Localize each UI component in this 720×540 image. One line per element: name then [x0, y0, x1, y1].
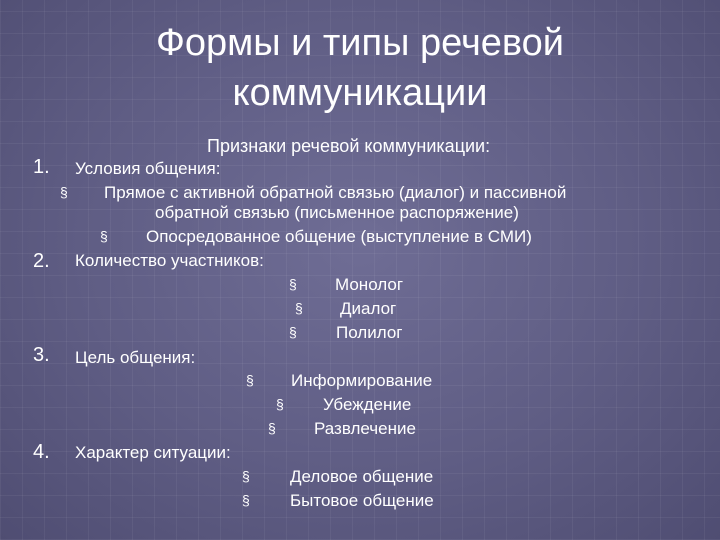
section-1-item-1-line-2: обратной связью (письменное распоряжение): [155, 203, 519, 222]
bullet-icon: §: [268, 420, 276, 436]
section-2-item-2: Диалог: [340, 299, 397, 318]
bullet-icon: §: [289, 324, 297, 340]
bullet-icon: §: [276, 396, 284, 412]
bullet-icon: §: [246, 372, 254, 388]
section-label-1: Условия общения:: [75, 159, 221, 178]
section-3-item-1: Информирование: [291, 371, 433, 390]
slide-title-line-1: Формы и типы речевой: [155, 22, 565, 64]
bullet-icon: §: [242, 468, 250, 484]
section-4-item-1: Деловое общение: [290, 467, 434, 486]
bullet-icon: §: [295, 300, 303, 316]
section-3-item-2: Убеждение: [323, 395, 412, 414]
bullet-icon: §: [60, 184, 68, 200]
section-label-3: Цель общения:: [75, 348, 196, 367]
section-1-item-1-line-1: Прямое с активной обратной связью (диалог) и пассивной: [104, 183, 567, 202]
section-number-2: 2.: [33, 250, 50, 272]
section-2-item-3: Полилог: [336, 323, 403, 342]
section-1-item-2: Опосредованное общение (выступление в СМИ): [146, 227, 532, 246]
slide-title-line-2: коммуникации: [232, 72, 488, 114]
section-4-item-2: Бытовое общение: [290, 491, 434, 510]
bullet-icon: §: [289, 276, 297, 292]
section-label-4: Характер ситуации:: [75, 443, 231, 462]
section-2-item-1: Монолог: [335, 275, 404, 294]
section-number-1: 1.: [33, 156, 50, 178]
section-3-item-3: Развлечение: [314, 419, 416, 438]
section-number-3: 3.: [33, 344, 50, 366]
section-number-4: 4.: [33, 441, 50, 463]
bullet-icon: §: [242, 492, 250, 508]
slide-heading: Признаки речевой коммуникации:: [207, 136, 491, 156]
bullet-icon: §: [100, 228, 108, 244]
section-label-2: Количество участников:: [75, 251, 264, 270]
